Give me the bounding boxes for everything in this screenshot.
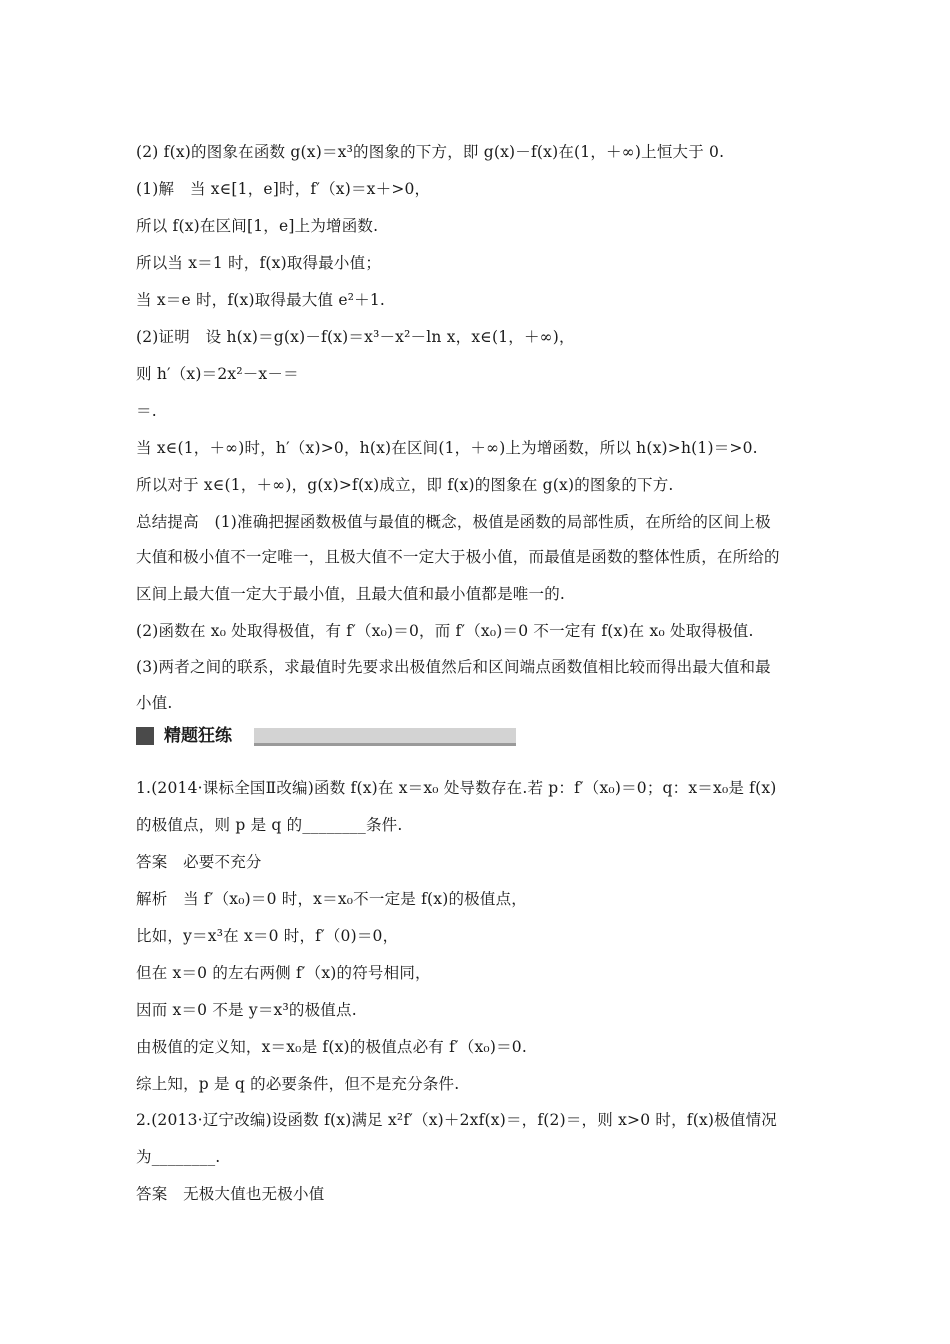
text-line: (1)解 当 x∈[1，e]时，f′（x)＝x＋>0， (136, 180, 431, 198)
section-divider (254, 728, 516, 746)
answer-line: 答案 无极大值也无极小值 (136, 1185, 325, 1203)
text-line: 总结提高 (1)准确把握函数极值与最值的概念，极值是函数的局部性质，在所给的区间上极 (136, 513, 771, 531)
text-line: 解析 当 f′（x₀)＝0 时，x＝x₀不一定是 f(x)的极值点， (136, 890, 527, 908)
text-line: 所以当 x＝1 时，f(x)取得最小值； (136, 254, 382, 272)
section-square-icon (136, 727, 154, 745)
text-line: 2.(2013·辽宁改编)设函数 f(x)满足 x²f′（x)＋2xf(x)＝，f(2)＝，则 x>0 时，f(x)极值情况 (136, 1111, 777, 1129)
text-line: 所以 f(x)在区间[1，e]上为增函数. (136, 217, 379, 235)
text-line: 由极值的定义知，x＝x₀是 f(x)的极值点必有 f′（x₀)＝0. (136, 1038, 527, 1056)
text-line: 区间上最大值一定大于最小值，且最大值和最小值都是唯一的. (136, 585, 566, 603)
text-line: (3)两者之间的联系，求最值时先要求出极值然后和区间端点函数值相比较而得出最大值和最 (136, 658, 771, 676)
text-line: 为________. (136, 1148, 221, 1166)
text-line: 的极值点，则 p 是 q 的________条件. (136, 816, 403, 834)
text-line: 比如，y＝x³在 x＝0 时，f′（0)＝0， (136, 927, 399, 945)
text-line: 小值. (136, 694, 173, 712)
text-line: (2)函数在 x₀ 处取得极值，有 f′（x₀)＝0，而 f′（x₀)＝0 不一定有 f(x)在 x₀ 处取得极值. (136, 622, 754, 640)
text-line: (2)证明 设 h(x)＝g(x)－f(x)＝x³－x²－ln x，x∈(1，＋∞)， (136, 328, 575, 346)
text-line: (2) f(x)的图象在函数 g(x)＝x³的图象的下方，即 g(x)－f(x)在(1，＋∞)上恒大于 0. (136, 143, 725, 161)
answer-line: 答案 必要不充分 (136, 853, 262, 871)
text-line: 但在 x＝0 的左右两侧 f′（x)的符号相同， (136, 964, 431, 982)
section-title: 精题狂练 (164, 726, 232, 746)
text-line: 当 x＝e 时，f(x)取得最大值 e²＋1. (136, 291, 386, 309)
text-line: 综上知，p 是 q 的必要条件，但不是充分条件. (136, 1075, 460, 1093)
text-line: 因而 x＝0 不是 y＝x³的极值点. (136, 1001, 357, 1019)
text-line: 1.(2014·课标全国Ⅱ改编)函数 f(x)在 x＝x₀ 处导数存在.若 p：f′（x₀)＝0；q：x＝x₀是 f(x) (136, 779, 777, 797)
text-line: 所以对于 x∈(1，＋∞)，g(x)>f(x)成立，即 f(x)的图象在 g(x)的图象的下方. (136, 476, 674, 494)
section-header (136, 725, 516, 747)
text-line: 当 x∈(1，＋∞)时，h′（x)>0，h(x)在区间(1，＋∞)上为增函数，所以 h(x)>h(1)＝>0. (136, 439, 758, 457)
text-line: 则 h′（x)＝2x²－x－＝ (136, 365, 299, 383)
text-line: ＝. (136, 402, 157, 420)
text-line: 大值和极小值不一定唯一，且极大值不一定大于极小值，而最值是函数的整体性质，在所给的 (136, 548, 780, 566)
